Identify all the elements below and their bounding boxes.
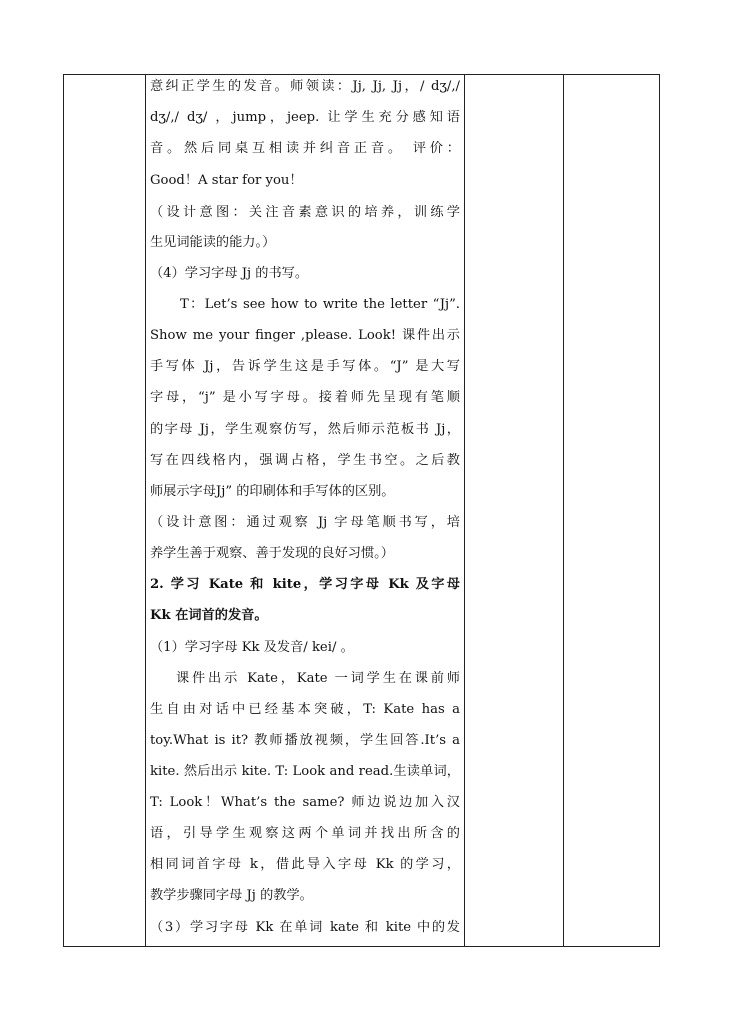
text-line: 师展示字母Jj” 的印刷体和手写体的区别。 xyxy=(150,484,395,499)
text-line: Good！A star for you！ xyxy=(150,173,303,188)
text-line: 意纠正学生的发音。师领读：Jj, Jj, Jj，/ dʒ/,/ xyxy=(150,79,460,94)
text-line: 养学生善于观察、善于发现的良好习惯。） xyxy=(150,546,394,561)
text-line: T：Let’s see how to write the letter “Jj”. xyxy=(180,297,460,312)
text-line: toy.What is it? 教师播放视频，学生回答.It’s a xyxy=(150,733,460,748)
column-divider-2 xyxy=(464,75,465,946)
column-divider-3 xyxy=(563,75,564,946)
text-line: kite. 然后出示 kite. T: Look and read.生读单词， xyxy=(150,764,460,779)
text-line: 的字母 Jj，学生观察仿写，然后师示范板书 Jj， xyxy=(150,422,460,437)
text-line: 生见词能读的能力。） xyxy=(150,235,276,250)
text-line: 相同词首字母 k，借此导入字母 Kk 的学习， xyxy=(150,857,460,872)
text-line: Show me your finger ,please. Look! 课件出示 xyxy=(150,328,460,343)
section-heading-line: 2. 学习 Kate 和 kite，学习字母 Kk 及字母 xyxy=(150,577,460,592)
teaching-content-cell xyxy=(150,75,460,948)
text-line: T: Look！What’s the same? 师边说边加入汉 xyxy=(150,795,460,810)
lesson-table xyxy=(63,74,660,947)
text-line: （1）学习字母 Kk 及发音/ kei/ 。 xyxy=(150,640,354,655)
text-line: 语，引导学生观察这两个单词并找出所含的 xyxy=(150,826,460,841)
text-line: （3）学习字母 Kk 在单词 kate 和 kite 中的发 xyxy=(150,920,460,935)
text-line: 音。然后同桌互相读并纠音正音。 评价： xyxy=(150,141,460,156)
text-line: 写在四线格内，强调占格，学生书空。之后教 xyxy=(150,453,460,468)
column-divider-1 xyxy=(145,75,146,946)
text-line: （4）学习字母 Jj 的书写。 xyxy=(150,266,309,281)
text-line: 教学步骤同字母 Jj 的教学。 xyxy=(150,888,313,903)
text-line: （设计意图：关注音素意识的培养，训练学 xyxy=(150,205,460,220)
section-heading-line: Kk 在词首的发音。 xyxy=(150,608,268,623)
text-line: 手写体 Jj，告诉学生这是手写体。“J” 是大写 xyxy=(150,359,460,374)
text-line: 生自由对话中已经基本突破，T: Kate has a xyxy=(150,702,460,717)
text-line: dʒ/,/ dʒ/ ，jump，jeep. 让学生充分感知语 xyxy=(150,110,460,125)
text-line: （设计意图：通过观察 Jj 字母笔顺书写，培 xyxy=(150,515,460,530)
text-line: 字母，“j” 是小写字母。接着师先呈现有笔顺 xyxy=(150,390,460,405)
text-line: 课件出示 Kate，Kate 一词学生在课前师 xyxy=(176,671,460,686)
